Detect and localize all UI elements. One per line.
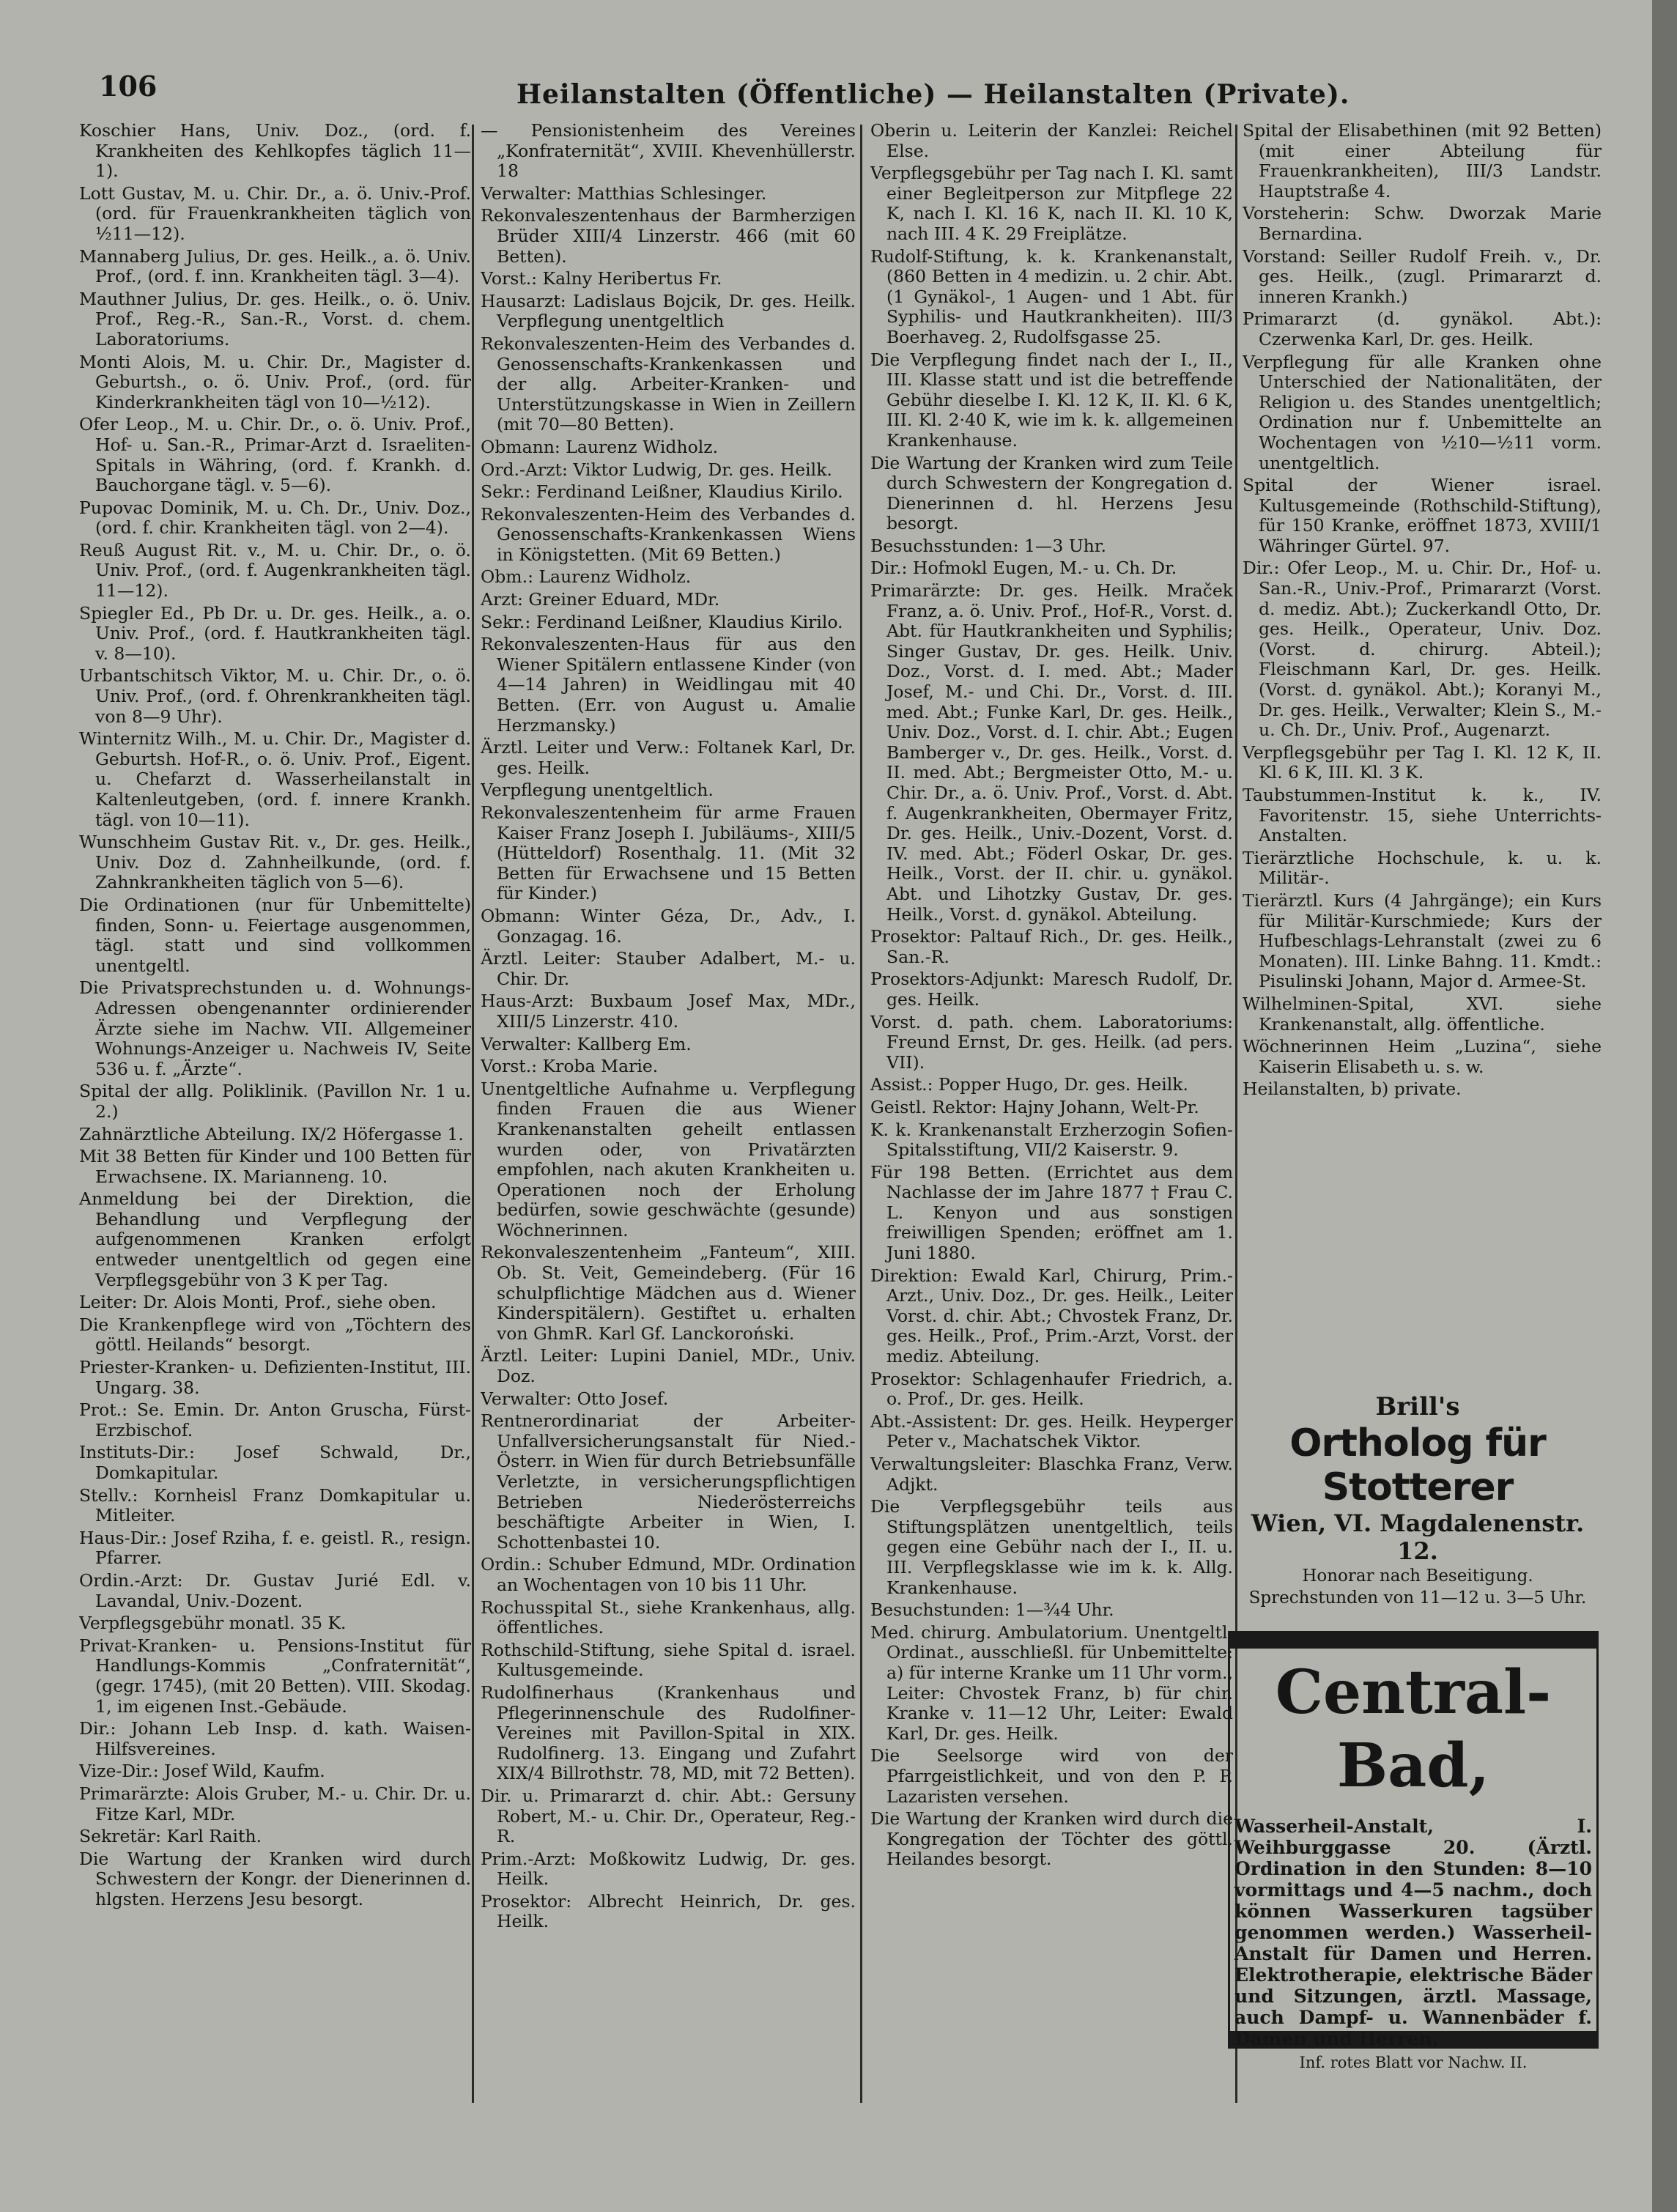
directory-entry: Rentnerordinariat der Arbeiter-Unfallversicherungsanstalt für Nied.-Österr. in Wien für durch Betriebsunfälle Verletzte, in versicherungspflichtigen Betrieben Niederösterreichs beschäftigte Arbeiter in Wien, I. Schottenbastei 10. (481, 1410, 856, 1553)
directory-entry: Für 198 Betten. (Errichtet aus dem Nachlasse der im Jahre 1877 † Frau C. L. Kenyon und aus sonstigen freiwilligen Spenden; eröffnet am 1. Juni 1880. (870, 1161, 1233, 1264)
directory-entry: Die Ordinationen (nur für Unbemittelte) finden, Sonn- u. Feiertage ausgenommen, tägl. statt und sind vollkommen unentgeltl. (79, 894, 471, 976)
directory-entry: Arzt: Greiner Eduard, MDr. (481, 589, 720, 610)
directory-entry: Verpflegsgebühr per Tag I. Kl. 12 K, II. Kl. 6 K, III. Kl. 3 K. (1243, 741, 1602, 783)
directory-entry: Prim.-Arzt: Moßkowitz Ludwig, Dr. ges. Heilk. (481, 1848, 856, 1890)
directory-entry: Verwalter: Otto Josef. (481, 1388, 669, 1409)
directory-entry: Oberin u. Leiterin der Kanzlei: Reichel Else. (870, 121, 1233, 161)
directory-entry: Winternitz Wilh., M. u. Chir. Dr., Magister d. Geburtsh. Hof-R., o. ö. Univ. Prof., Eigent. u. Chefarzt d. Wasserheilanstalt in Kaltenleutgeben, (ord. f. innere Krankh. tägl. von 10—11). (79, 728, 471, 830)
column-2 (481, 121, 856, 2128)
directory-entry: Verpflegsgebühr monatl. 35 K. (79, 1613, 347, 1634)
directory-entry: Prot.: Se. Emin. Dr. Anton Gruscha, Fürst-Erzbischof. (79, 1399, 471, 1440)
directory-entry: Obm.: Laurenz Widholz. (481, 566, 692, 588)
directory-entry: Direktion: Ewald Karl, Chirurg, Prim.-Arzt., Univ. Doz., Dr. ges. Heilk., Leiter Vorst. d. chir. Abt.; Chvostek Franz, Dr. ges. Heilk., Prof., Prim.-Arzt, Vorst. der mediz. Abteilung. (870, 1265, 1233, 1367)
directory-entry: Dir. u. Primararzt d. chir. Abt.: Gersuny Robert, M.- u. Chir. Dr., Operateur, Reg.-R. (481, 1785, 856, 1847)
directory-entry: Dir.: Johann Leb Insp. d. kath. Waisen-Hilfsvereines. (79, 1718, 471, 1759)
directory-entry: Hausarzt: Ladislaus Bojcik, Dr. ges. Heilk. Verpflegung unentgeltlich (481, 290, 856, 332)
directory-entry: Rekonvaleszentenhaus der Barmherzigen Brüder XIII/4 Linzerstr. 466 (mit 60 Betten). (481, 205, 856, 267)
directory-entry: Rochusspital St., siehe Krankenhaus, allg. öffentliches. (481, 1597, 856, 1638)
advert-title: Ortholog für Stotterer (1289, 1421, 1546, 1509)
directory-entry: Med. chirurg. Ambulatorium. Unentgeltl. Ordinat., ausschließl. für Unbemittelte: a) für interne Kranke um 11 Uhr vorm., Leiter: Chvostek Franz, b) für chir. Kranke v. 11—12 Uhr, Leiter: Ewald Karl, Dr. ges. Heilk. (870, 1621, 1233, 1744)
directory-entry: Verwaltungsleiter: Blaschka Franz, Verw. Adjkt. (870, 1454, 1233, 1495)
directory-entry: Verwalter: Matthias Schlesinger. (481, 182, 767, 204)
directory-entry: Prosektor: Schlagenhaufer Friedrich, a. o. Prof., Dr. ges. Heilk. (870, 1368, 1233, 1410)
directory-entry: Die Privatsprechstunden u. d. Wohnungs-Adressen obengenannter ordinierender Ärzte siehe im Nachw. VII. Allgemeiner Wohnungs-Anzeiger u. Nachweis IV, Seite 536 u. f. „Ärzte“. (79, 977, 471, 1079)
directory-entry: Leiter: Dr. Alois Monti, Prof., siehe oben. (79, 1292, 437, 1313)
directory-entry: Spiegler Ed., Pb Dr. u. Dr. ges. Heilk., a. o. Univ. Prof., (ord. f. Hautkrankheiten tägl. v. 8—10). (79, 602, 471, 664)
directory-entry: Primararzt (d. gynäkol. Abt.): Czerwenka Karl, Dr. ges. Heilk. (1243, 308, 1602, 349)
directory-entry: Besuchstunden: 1—¾4 Uhr. (870, 1599, 1114, 1621)
directory-entry: Rudolfinerhaus (Krankenhaus und Pflegerinnenschule des Rudolfiner-Vereines mit Pavillon-Spital in XIX. Rudolfinerg. 13. Eingang und Zufahrt XIX/4 Billrothstr. 78, MD, mit 72 Betten). (481, 1682, 856, 1784)
column-rule (472, 125, 474, 2103)
directory-entry: Abt.-Assistent: Dr. ges. Heilk. Heyperger Peter v., Machatschek Viktor. (870, 1410, 1233, 1452)
column-rule (860, 125, 862, 2103)
directory-entry: Haus-Arzt: Buxbaum Josef Max, MDr., XIII/5 Linzerstr. 410. (481, 991, 856, 1032)
directory-entry: Spital der Wiener israel. Kultusgemeinde (Rothschild-Stiftung), für 150 Kranke, eröffnet 1873, XVIII/1 Währinger Gürtel. 97. (1243, 475, 1602, 556)
directory-entry: Instituts-Dir.: Josef Schwald, Dr., Domkapitular. (79, 1442, 471, 1483)
directory-entry: Heilanstalten, b) private. (1243, 1079, 1462, 1100)
directory-entry: Verwalter: Kallberg Em. (481, 1033, 692, 1054)
advert-address: Wien, VI. Magdalenenstr. 12. (1251, 1509, 1585, 1565)
directory-entry: Vorstand: Seiller Rudolf Freih. v., Dr. ges. Heilk., (zugl. Primararzt d. inneren Krankh.) (1243, 245, 1602, 307)
directory-entry: Dir.: Hofmokl Eugen, M.- u. Ch. Dr. (870, 558, 1177, 579)
running-header: Heilanstalten (Öffentliche) — Heilanstalten (Private). (517, 79, 1350, 110)
directory-entry: Ordin.-Arzt: Dr. Gustav Jurié Edl. v. Lavandal, Univ.-Dozent. (79, 1569, 471, 1611)
directory-entry: Verpflegsgebühr per Tag nach I. Kl. samt einer Begleitperson zur Mitpflege 22 K, nach I. Kl. 16 K, nach II. Kl. 10 K, nach III. 4 K. 29 Freiplätze. (870, 163, 1233, 244)
directory-entry: Rothschild-Stiftung, siehe Spital d. israel. Kultusgemeinde. (481, 1639, 856, 1681)
directory-entry: Tierärztl. Kurs (4 Jahrgänge); ein Kurs für Militär-Kurschmiede; Kurs der Hufbeschlags-Lehranstalt (zwei zu 6 Monaten). III. Linke Bahng. 11. Kmdt.: Pisulinski Johann, Major d. Armee-St. (1243, 889, 1602, 992)
advert-title: Central-Bad, (1275, 1657, 1552, 1801)
directory-entry: Die Wartung der Kranken wird durch die Kongregation der Töchter des göttl. Heilandes besorgt. (870, 1808, 1233, 1870)
directory-entry: Die Krankenpflege wird von „Töchtern des göttl. Heilands“ besorgt. (79, 1314, 471, 1355)
directory-entry: Primarärzte: Alois Gruber, M.- u. Chir. Dr. u. Fitze Karl, MDr. (79, 1783, 471, 1824)
directory-entry: Wunschheim Gustav Rit. v., Dr. ges. Heilk., Univ. Doz d. Zahnheilkunde, (ord. f. Zahnkrankheiten täglich von 5—6). (79, 832, 471, 893)
directory-entry: Die Wartung der Kranken wird zum Teile durch Schwestern der Kongregation d. Dienerinnen d. hl. Herzens Jesu besorgt. (870, 452, 1233, 534)
directory-entry: Prosektor: Paltauf Rich., Dr. ges. Heilk., San.-R. (870, 926, 1233, 967)
column-3 (870, 121, 1233, 2128)
directory-entry: Sekretär: Karl Raith. (79, 1826, 262, 1847)
directory-entry: Die Seelsorge wird von der Pfarrgeistlichkeit, und von den P. P. Lazaristen versehen. (870, 1745, 1233, 1807)
directory-entry: Obmann: Winter Géza, Dr., Adv., I. Gonzagag. 16. (481, 905, 856, 947)
directory-entry: Rekonvaleszentenheim „Fanteum“, XIII. Ob. St. Veit, Gemeindeberg. (Für 16 schulpflichtige Mädchen aus d. Wiener Kinderspitälern). Gestiftet u. erhalten von GhmR. Karl Gf. Lanckoroński. (481, 1242, 856, 1344)
directory-entry: Prosektor: Albrecht Heinrich, Dr. ges. Heilk. (481, 1890, 856, 1932)
directory-entry: Stellv.: Kornheisl Franz Domkapitular u. Mitleiter. (79, 1484, 471, 1526)
page-number: 106 (99, 70, 158, 103)
directory-entry: Anmeldung bei der Direktion, die Behandlung und Verpflegung der aufgenommenen Kranken erfolgt entweder unentgeltlich od gegen eine Verpflegsgebühr von 3 K per Tag. (79, 1188, 471, 1290)
directory-entry: Dir.: Ofer Leop., M. u. Chir. Dr., Hof- u. San.-R., Univ.-Prof., Primararzt (Vorst. d. mediz. Abt.); Zuckerkandl Otto, Dr. ges. Heilk., Operateur, Univ. Doz. (Vorst. d. chirurg. Abteil.); Fleischmann Karl, Dr. ges. Heilk. (Vorst. d. gynäkol. Abt.); Koranyi M., Dr. ges. Heilk., Verwalter; Klein S., M.- u. Ch. Dr., Univ. Prof., Augenarzt. (1243, 558, 1602, 741)
directory-entry: Ärztl. Leiter: Lupini Daniel, MDr., Univ. Doz. (481, 1345, 856, 1387)
advert-central-bad (1228, 1631, 1599, 2071)
directory-entry: Die Verpflegung findet nach der I., II., III. Klasse statt und ist die betreffende Gebühr dieselbe I. Kl. 12 K, II. Kl. 6 K, III. Kl. 2·40 K, wie im k. k. allgemeinen Krankenhause. (870, 349, 1233, 451)
directory-entry: Privat-Kranken- u. Pensions-Institut für Handlungs-Kommis „Confraternität“, (gegr. 1745), (mit 20 Betten). VIII. Skodag. 1, im eigenen Inst.-Gebäude. (79, 1635, 471, 1717)
directory-entry: Rekonvaleszenten-Heim des Verbandes d. Genossenschafts-Krankenkassen und der allg. Arbeiter-Kranken- und Unterstützungskasse in Wien in Zeillern (mit 70—80 Betten). (481, 333, 856, 435)
directory-entry: Rekonvaleszenten-Haus für aus den Wiener Spitälern entlassene Kinder (von 4—14 Jahren) in Weidlingau mit 40 Betten. (Err. von August u. Amalie Herzmansky.) (481, 634, 856, 736)
directory-entry: Koschier Hans, Univ. Doz., (ord. f. Krankheiten des Kehlkopfes täglich 11—1). (79, 121, 471, 182)
column-4 (1243, 121, 1602, 1381)
directory-entry: Wilhelminen-Spital, XVI. siehe Krankenanstalt, allg. öffentliche. (1243, 993, 1602, 1035)
directory-entry: Rekonvaleszentenheim für arme Frauen Kaiser Franz Joseph I. Jubiläums-, XIII/5 (Hütteldorf) Rosenthalg. 11. (Mit 32 Betten für Erwachsene und 15 Betten für Kinder.) (481, 802, 856, 904)
directory-entry: Zahnärztliche Abteilung. IX/2 Höfergasse 1. (79, 1123, 464, 1144)
advert-footer: Inf. rotes Blatt vor Nachw. II. (1299, 2054, 1528, 2071)
directory-entry: Vorst. d. path. chem. Laboratoriums: Freund Ernst, Dr. ges. Heilk. (ad pers. VII). (870, 1011, 1233, 1073)
directory-entry: Ärztl. Leiter und Verw.: Foltanek Karl, Dr. ges. Heilk. (481, 737, 856, 778)
column-1 (79, 121, 471, 2128)
directory-entry: Spital der allg. Poliklinik. (Pavillon Nr. 1 u. 2.) (79, 1081, 471, 1122)
directory-entry: Primarärzte: Dr. ges. Heilk. Mraček Franz, a. ö. Univ. Prof., Hof-R., Vorst. d. Abt. für Hautkrankheiten und Syphilis; Singer Gustav, Dr. ges. Heilk. Univ. Doz., Vorst. d. I. med. Abt.; Mader Josef, M.- und Chi. Dr., Vorst. d. III. med. Abt.; Funke Karl, Dr. ges. Heilk., Univ. Doz., Vorst. d. I. chir. Abt.; Eugen Bamberger v., Dr. ges. Heilk., Vorst. d. II. med. Abt.; Bergmeister Otto, M.- u. Chir. Dr., a. ö. Univ. Prof., Vorst. d. Abt. f. Augenkrankheiten, Obermayer Fritz, Dr. ges. Heilk., Univ.-Dozent, Vorst. d. IV. med. Abt.; Föderl Oskar, Dr. ges. Heilk., Vorst. der II. chir. u. gynäkol. Abt. und Lihotzky Gustav, Dr. ges. Heilk., Vorst. d. gynäkol. Abteilung. (870, 580, 1233, 925)
directory-entry: — Pensionistenheim des Vereines „Konfraternität“, XVIII. Khevenhüllerstr. 18 (481, 121, 856, 182)
directory-entry: Vorsteherin: Schw. Dworzak Marie Bernardina. (1243, 203, 1602, 244)
advert-brill-ortholog (1231, 1392, 1604, 1612)
directory-entry: Assist.: Popper Hugo, Dr. ges. Heilk. (870, 1074, 1188, 1095)
directory-entry: Vorst.: Kroba Marie. (481, 1056, 659, 1077)
directory-entry: Vize-Dir.: Josef Wild, Kaufm. (79, 1761, 325, 1782)
directory-entry: Ordin.: Schuber Edmund, MDr. Ordination an Wochentagen von 10 bis 11 Uhr. (481, 1554, 856, 1595)
advert-line: Honorar nach Beseitigung. (1302, 1566, 1533, 1586)
advert-line: Sprechstunden von 11—12 u. 3—5 Uhr. (1248, 1588, 1587, 1608)
directory-entry: Sekr.: Ferdinand Leißner, Klaudius Kirilo. (481, 481, 843, 503)
directory-entry: Priester-Kranken- u. Defizienten-Institut, III. Ungarg. 38. (79, 1357, 471, 1398)
directory-entry: Verpflegung für alle Kranken ohne Unterschied der Nationalitäten, der Religion u. des Standes unentgeltlich; Ordination nur f. Unbemittelte an Wochentagen von ½10—½11 vorm. unentgeltlich. (1243, 351, 1602, 473)
page-edge (1652, 0, 1677, 2212)
directory-entry: Mannaberg Julius, Dr. ges. Heilk., a. ö. Univ. Prof., (ord. f. inn. Krankheiten tägl. 3—4). (79, 245, 471, 287)
directory-entry: Obmann: Laurenz Widholz. (481, 436, 719, 457)
directory-entry: Die Wartung der Kranken wird durch Schwestern der Kongr. der Dienerinnen d. hlgsten. Herzens Jesu besorgt. (79, 1848, 471, 1909)
directory-entry: Mit 38 Betten für Kinder und 100 Betten für Erwachsene. IX. Marianneng. 10. (79, 1146, 471, 1187)
directory-entry: Wöchnerinnen Heim „Luzina“, siehe Kaiserin Elisabeth u. s. w. (1243, 1036, 1602, 1077)
directory-entry: Ofer Leop., M. u. Chir. Dr., o. ö. Univ. Prof., Hof- u. San.-R., Primar-Arzt d. Israeliten-Spitals in Währing, (ord. f. Krankh. d. Bauchorgane tägl. v. 5—6). (79, 414, 471, 496)
directory-entry: Reuß August Rit. v., M. u. Chir. Dr., o. ö. Univ. Prof., (ord. f. Augenkrankheiten tägl. 11—12). (79, 539, 471, 602)
directory-entry: Taubstummen-Institut k. k., IV. Favoritenstr. 15, siehe Unterrichts-Anstalten. (1243, 785, 1602, 846)
advert-brand: Brill's (1375, 1392, 1460, 1421)
directory-entry: Rudolf-Stiftung, k. k. Krankenanstalt, (860 Betten in 4 medizin. u. 2 chir. Abt. (1 Gynäkol-, 1 Augen- und 1 Abt. für Syphilis- und Hautkrankheiten). III/3 Boerhaveg. 2, Rudolfsgasse 25. (870, 245, 1233, 347)
directory-entry: Pupovac Dominik, M. u. Ch. Dr., Univ. Doz., (ord. f. chir. Krankheiten tägl. von 2—4). (79, 497, 471, 539)
directory-entry: Unentgeltliche Aufnahme u. Verpflegung finden Frauen die aus Wiener Krankenanstalten geheilt entlassen wurden oder, von Privatärzten empfohlen, nach akuten Krankheiten u. Operationen noch der Erholung bedürfen, sowie geschwächte (gesunde) Wöchnerinnen. (481, 1078, 856, 1240)
directory-entry: K. k. Krankenanstalt Erzherzogin Sofien-Spitalsstiftung, VII/2 Kaiserstr. 9. (870, 1119, 1233, 1161)
directory-entry: Monti Alois, M. u. Chir. Dr., Magister d. Geburtsh., o. ö. Univ. Prof., (ord. für Kinderkrankheiten tägl von 10—½12). (79, 351, 471, 413)
directory-entry: Haus-Dir.: Josef Rziha, f. e. geistl. R., resign. Pfarrer. (79, 1527, 471, 1569)
directory-entry: Urbantschitsch Viktor, M. u. Chir. Dr., o. ö. Univ. Prof., (ord. f. Ohrenkrankheiten tägl. von 8—9 Uhr). (79, 665, 471, 727)
directory-entry: Geistl. Rektor: Hajny Johann, Welt-Pr. (870, 1096, 1199, 1117)
directory-entry: Rekonvaleszenten-Heim des Verbandes d. Genossenschafts-Krankenkassen Wiens in Königstetten. (Mit 69 Betten.) (481, 503, 856, 565)
directory-entry: Sekr.: Ferdinand Leißner, Klaudius Kirilo. (481, 611, 843, 632)
directory-entry: Die Verpflegsgebühr teils aus Stiftungsplätzen unentgeltlich, teils gegen eine Gebühr nach der I., II. u. III. Verpflegsklasse wie im k. k. Allg. Krankenhause. (870, 1496, 1233, 1598)
directory-entry: Vorst.: Kalny Heribertus Fr. (481, 268, 722, 289)
directory-entry: Prosektors-Adjunkt: Maresch Rudolf, Dr. ges. Heilk. (870, 969, 1233, 1010)
advert-body: Wasserheil-Anstalt, I. Weihburggasse 20. (Ärztl. Ordination in den Stunden: 8—10 vormittags und 4—5 nachm., doch können Wasserkuren tagsüber genommen werden.) Wasserheil-Anstalt für Damen und Herren. Elektrotherapie, elektrische Bäder und Sitzungen, ärztl. Massage, auch Dampf- u. Wannenbäder f. Damen und Herren. (1234, 1816, 1592, 2049)
directory-entry: Tierärztliche Hochschule, k. u. k. Militär-. (1243, 847, 1602, 889)
directory-entry: Spital der Elisabethinen (mit 92 Betten) (mit einer Abteilung für Frauenkrankheiten), III/3 Landstr. Hauptstraße 4. (1243, 121, 1602, 201)
directory-entry: Ord.-Arzt: Viktor Ludwig, Dr. ges. Heilk. (481, 459, 832, 480)
directory-entry: Ärztl. Leiter: Stauber Adalbert, M.- u. Chir. Dr. (481, 948, 856, 989)
directory-entry: Lott Gustav, M. u. Chir. Dr., a. ö. Univ.-Prof. (ord. für Frauenkrankheiten täglich von ½11—12). (79, 182, 471, 244)
directory-entry: Verpflegung unentgeltlich. (481, 780, 714, 801)
directory-entry: Mauthner Julius, Dr. ges. Heilk., o. ö. Univ. Prof., Reg.-R., San.-R., Vorst. d. chem. Laboratoriums. (79, 288, 471, 349)
directory-entry: Besuchsstunden: 1—3 Uhr. (870, 535, 1106, 556)
